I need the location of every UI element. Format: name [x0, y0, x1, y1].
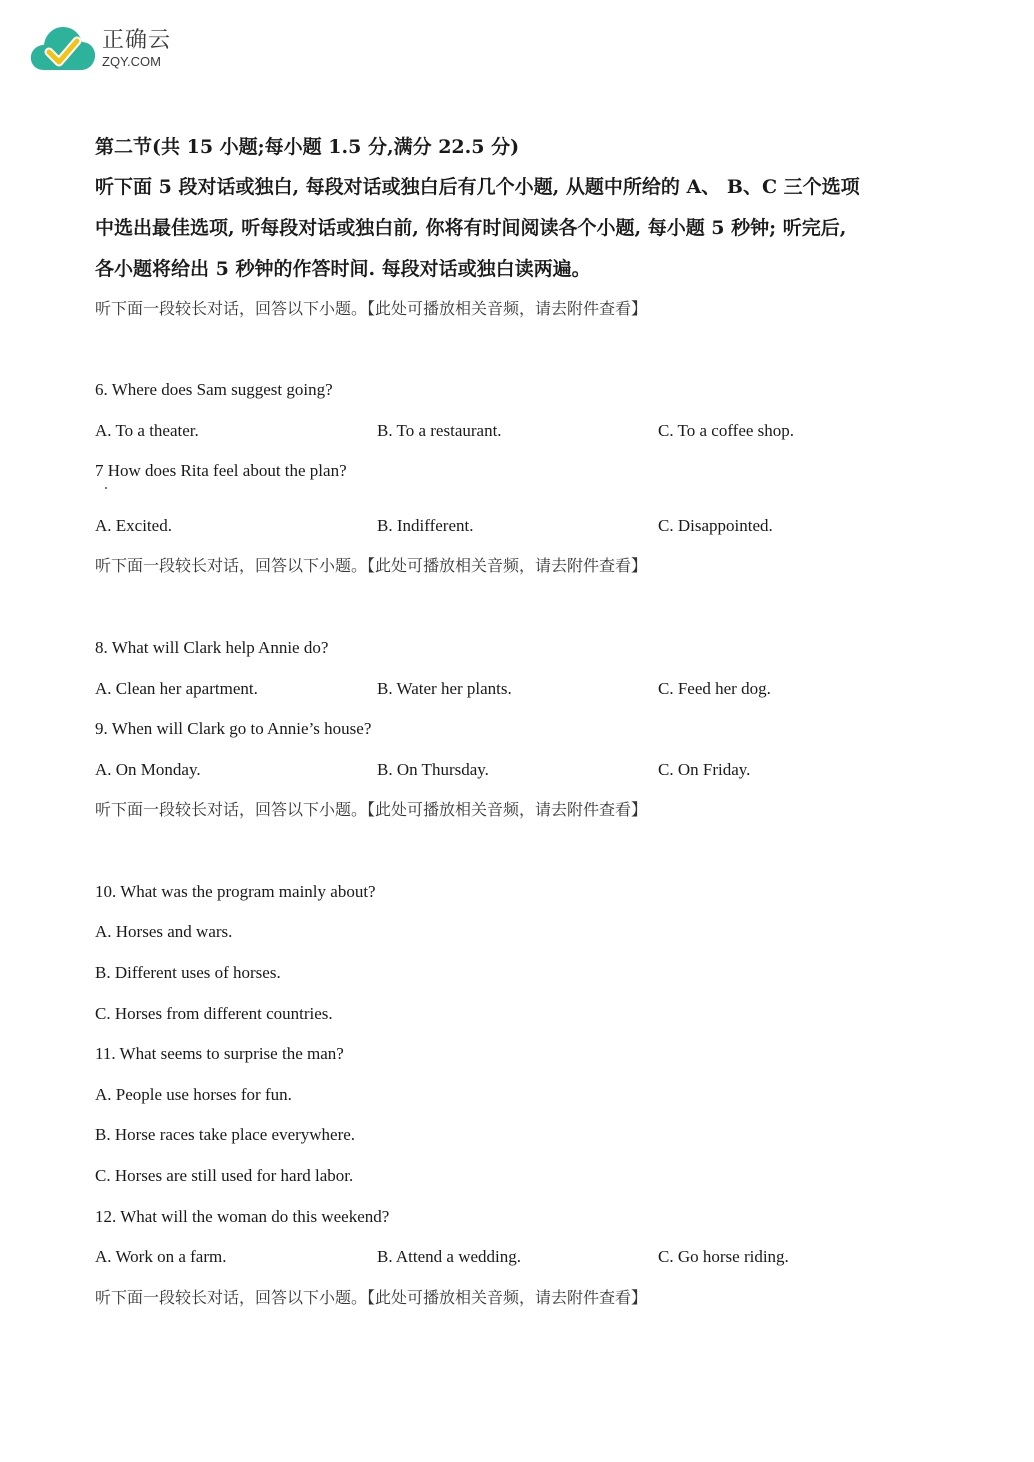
section-heading: 第二节(共 15 小题;每小题 1.5 分,满分 22.5 分): [95, 136, 520, 158]
option-c: C. Horses are still used for hard labor.: [95, 1166, 354, 1185]
option-a: A. On Monday.: [95, 760, 201, 779]
option-b: B. Horse races take place everywhere.: [95, 1125, 356, 1144]
question-stem: 8. What will Clark help Annie do?: [95, 638, 329, 657]
question-stem: 6. Where does Sam suggest going?: [95, 380, 333, 399]
section-instructions-line: 听下面 5 段对话或独白, 每段对话或独白后有几个小题, 从题中所给的 A、 B、C 三个选项: [95, 176, 860, 198]
audio-note: 听下面一段较长对话，回答以下小题。【此处可播放相关音频，请去附件查看】: [95, 800, 648, 819]
question-stem: 9. When will Clark go to Annie’s house?: [95, 719, 372, 738]
option-c: C. Feed her dog.: [658, 679, 771, 698]
logo-name: 正确云: [102, 28, 172, 53]
option-a: A. Horses and wars.: [95, 922, 233, 941]
question-stem: 11. What seems to surprise the man?: [95, 1044, 344, 1063]
section-instructions-line: 各小题将给出 5 秒钟的作答时间. 每段对话或独白读两遍。: [95, 258, 591, 280]
audio-note: 听下面一段较长对话，回答以下小题。【此处可播放相关音频，请去附件查看】: [95, 299, 648, 318]
option-a: A. Work on a farm.: [95, 1247, 227, 1266]
option-b: B. Attend a wedding.: [377, 1247, 522, 1266]
question-stem: 10. What was the program mainly about?: [95, 882, 376, 901]
cloud-check-logo-icon: [30, 24, 96, 72]
option-c: C. Disappointed.: [658, 516, 773, 535]
option-b: B. On Thursday.: [377, 760, 489, 779]
site-logo: [30, 24, 180, 74]
option-a: A. Clean her apartment.: [95, 679, 258, 698]
stray-mark: [105, 487, 107, 489]
option-c: C. Go horse riding.: [658, 1247, 789, 1266]
option-b: B. Indifferent.: [377, 516, 474, 535]
question-stem: 12. What will the woman do this weekend?: [95, 1207, 390, 1226]
audio-note: 听下面一段较长对话，回答以下小题。【此处可播放相关音频，请去附件查看】: [95, 556, 648, 575]
section-instructions-line: 中选出最佳选项, 听每段对话或独白前, 你将有时间阅读各个小题, 每小题 5 秒钟; 听完后,: [95, 217, 847, 239]
option-c: C. Horses from different countries.: [95, 1004, 333, 1023]
logo-domain: ZQY.COM: [102, 54, 161, 69]
option-c: C. On Friday.: [658, 760, 751, 779]
option-b: B. To a restaurant.: [377, 421, 502, 440]
option-a: A. Excited.: [95, 516, 172, 535]
option-a: A. People use horses for fun.: [95, 1085, 292, 1104]
option-c: C. To a coffee shop.: [658, 421, 795, 440]
audio-note: 听下面一段较长对话，回答以下小题。【此处可播放相关音频，请去附件查看】: [95, 1288, 648, 1307]
option-b: B. Water her plants.: [377, 679, 512, 698]
option-a: A. To a theater.: [95, 421, 199, 440]
question-stem: 7 How does Rita feel about the plan?: [95, 461, 347, 480]
option-b: B. Different uses of horses.: [95, 963, 281, 982]
